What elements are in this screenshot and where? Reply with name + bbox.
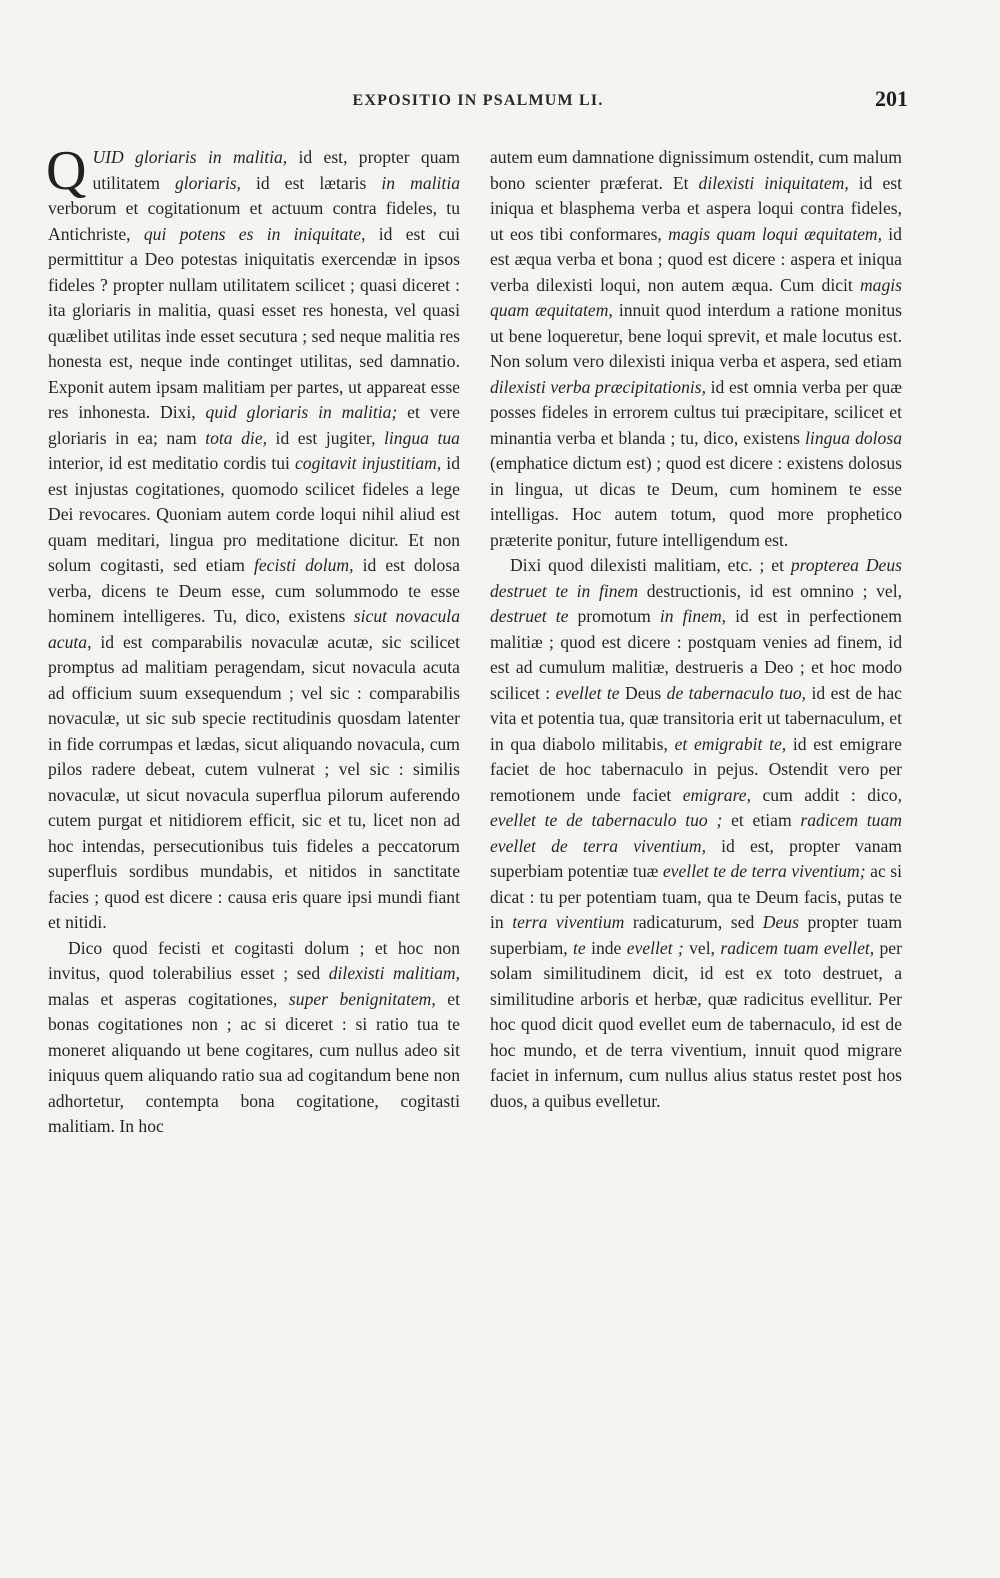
- italic-text-run: dilexisti verba præcipitationis,: [490, 376, 707, 397]
- italic-text-run: evellet te de tabernaculo tuo ;: [490, 810, 723, 830]
- text-run: autem eum damnatione dignissimum ostendit, cum malum bono scienter præferat. Et: [490, 147, 902, 193]
- italic-text-run: tota die,: [205, 427, 268, 448]
- italic-text-run: magis quam æquitatem,: [490, 274, 902, 320]
- text-run: id est jugiter,: [267, 427, 384, 448]
- text-run: et bonas cogitationes non ; ac si diceret : si ratio tua te moneret aliquando ut bene cogitares, cum nullus adeo sit iniquus quem aliquando ratio sua ad cogitandum bene non adhortetur, contempta bona cogitatione, cogitasti malitiam. In hoc: [48, 988, 460, 1136]
- italic-text-run: de tabernaculo tuo,: [666, 682, 807, 703]
- text-run: promotum: [568, 606, 660, 626]
- text-run: et vere gloriaris in ea; nam: [48, 402, 460, 448]
- italic-text-run: UID gloriaris in malitia,: [92, 147, 288, 167]
- page-number: 201: [875, 86, 908, 111]
- right-column: [490, 145, 902, 1114]
- italic-text-run: super benignitatem,: [288, 988, 436, 1009]
- italic-text-run: radicem tuam evellet,: [720, 937, 875, 958]
- text-run: inde: [585, 937, 627, 958]
- text-run: interior, id est meditatio cordis tui: [48, 453, 295, 473]
- text-run: vel,: [683, 937, 721, 958]
- italic-text-run: emigrare,: [682, 784, 751, 805]
- italic-text-run: et emigrabit te,: [674, 733, 787, 754]
- text-run: destructionis, id est omnino ; vel,: [638, 580, 902, 601]
- text-run: id est injustas cogitationes, quomodo scilicet fideles a lege Dei revocares. Quoniam autem corde loqui nihil aliud est quam meditari, lingua pro meditatione dicitur. Et non solum cogitasti, sed etiam: [48, 453, 460, 575]
- text-run: radicaturum, sed: [624, 912, 763, 932]
- italic-text-run: terra viventium: [512, 912, 625, 932]
- italic-text-run: magis quam loqui æquitatem,: [668, 223, 882, 244]
- italic-text-run: quid gloriaris in malitia;: [205, 402, 398, 422]
- text-run: id est æqua verba et bona ; quod est dicere : aspera et iniqua verba dilexisti loqui, non autem æqua. Cum dicit: [490, 223, 902, 295]
- text-run: (emphatice dictum est) ; quod est dicere : existens dolosus in lingua, ut dicas te Deum, cum hominem te esse intelligas. Hoc autem totum, quod more prophetico præterite ponitur, future intelligendum est.: [490, 453, 902, 550]
- italic-text-run: lingua tua: [384, 427, 460, 448]
- text-run: id est in perfectionem malitiæ ; quod est dicere : postquam venies ad finem, id est ad cumulum malitiæ, destrueris a Deo ; et hoc modo scilicet :: [490, 606, 902, 703]
- italic-text-run: dilexisti malitiam,: [328, 963, 461, 983]
- italic-text-run: Deus: [762, 912, 799, 932]
- text-run: per solam similitudinem dicit, id est ex toto destruet, a similitudine arboris et herbæ, quæ radicitus evellitur. Per hoc quod dicit quod evellet eum de tabernaculo, id est de hoc mundo, et de terra viventium, innuit quod migrare faciet in infernum, cum nullus alius status restet post hos duos, a quibus evelletur.: [490, 937, 902, 1111]
- text-run: id est comparabilis novaculæ acutæ, sic scilicet promptus ad malitiam peragendam, sicut novacula acuta ad officium suum exsequendum ; vel sic : comparabilis novaculæ, ut sic sub specie rectitudinis quosdam latenter in fide corrumpas et lædas, sicut aliquando novacula, cum pilos radere debeat, cutem vulnerat ; vel sic : similis novaculæ, ut sicut novacula superflua pilorum auferendo cutem purgat et nitidiorem efficit, sic et tu, licet non ad hoc intendas, persecutionibus tuis fideles a peccatorum superfluis sordibus mundabis, et nitidos in sanctitate facies ; quod est dicere : causa eris quare ipsi mundi fiant et nitidi.: [48, 631, 460, 932]
- text-run: id est lætaris: [240, 172, 382, 193]
- text-run: malas et asperas cogitationes,: [48, 988, 289, 1009]
- text-run: propter tuam superbiam,: [490, 912, 902, 958]
- paragraph: [490, 145, 902, 553]
- italic-text-run: te: [573, 937, 586, 958]
- text-run: id est de hac vita et potentia tua, quæ transitoria erit ut tabernaculum, et in qua diabolo militabis,: [490, 682, 902, 754]
- italic-text-run: evellet te de terra viventium;: [662, 861, 866, 881]
- text-run: id est emigrare faciet de hoc tabernaculo in pejus. Ostendit vero per remotionem unde faciet: [490, 733, 902, 805]
- italic-text-run: destruet te: [490, 606, 569, 626]
- italic-text-run: cogitavit injustitiam,: [294, 453, 442, 473]
- page-header: [48, 86, 908, 120]
- text-run: id est cui permittitur a Deo potestas iniquitatis exercendæ in ipsos fideles ? propter nullam utilitatem scilicet ; quasi diceret : ita gloriaris in malitia, quasi esset res honesta, vel quasi quælibet utilitas inde esset secutura ; sed neque malitia res honesta est, neque inde continget utilitas, sed damnatio. Exponit autem ipsam malitiam per partes, ut appareat esse res inhonesta. Dixi,: [48, 223, 460, 422]
- text-run: Dixi quod dilexisti malitiam, etc. ; et: [510, 555, 791, 575]
- text-run: Dico quod fecisti et cogitasti dolum ; et hoc non invitus, quod tolerabilius esset ; sed: [48, 937, 460, 983]
- text-run: Deus: [619, 682, 667, 703]
- left-column: [46, 140, 461, 1140]
- drop-cap: Q: [46, 140, 87, 202]
- italic-text-run: in finem,: [659, 606, 727, 626]
- paragraph: [48, 936, 460, 1140]
- text-run: ac si dicat : tu per potentiam tuam, qua te Deum facis, putas te in: [490, 861, 903, 932]
- paragraph: [490, 553, 902, 1114]
- italic-text-run: fecisti dolum,: [253, 555, 354, 575]
- italic-text-run: radicem tuam evellet de terra viventium,: [490, 810, 902, 856]
- italic-text-run: qui potens es in iniquitate,: [143, 223, 366, 244]
- text-run: id est, propter vanam superbiam potentiæ tuæ: [490, 835, 902, 881]
- paragraph: [46, 140, 460, 936]
- italic-text-run: evellet te: [555, 682, 620, 703]
- text-run: id est omnia verba per quæ posses fideles in errorem cultus tui præcipitare, scilicet et minantia verba et blanda ; tu, dico, existens: [490, 376, 902, 448]
- italic-text-run: evellet ;: [626, 937, 684, 958]
- running-head: EXPOSITIO IN PSALMUM LI.: [352, 92, 604, 109]
- text-run: id est, propter quam utilitatem: [92, 147, 460, 193]
- italic-text-run: gloriaris,: [174, 172, 241, 193]
- italic-text-run: sicut novacula acuta,: [48, 606, 460, 652]
- text-run: cum addit : dico,: [750, 784, 902, 805]
- italic-text-run: dilexisti iniquitatem,: [698, 172, 849, 193]
- text-run: verborum et cogitationum et actuum contra fideles, tu Antichriste,: [48, 198, 460, 244]
- italic-text-run: propterea Deus destruet te in finem: [490, 555, 903, 601]
- italic-text-run: lingua dolosa: [805, 427, 902, 448]
- text-run: innuit quod interdum a ratione monitus ut bene loqueretur, bene loqui sprevit, et male locutus est. Non solum vero dilexisti iniqua verba et aspera, sed etiam: [490, 300, 902, 371]
- text-run: et etiam: [722, 810, 801, 830]
- text-run: id est iniqua et blasphema verba et aspera loqui contra fideles, ut eos tibi conformares,: [490, 172, 902, 244]
- italic-text-run: in malitia: [381, 172, 460, 193]
- text-run: id est dolosa verba, dicens te Deum esse, cum solummodo te esse hominem intelligeres. Tu, dico, existens: [48, 555, 460, 626]
